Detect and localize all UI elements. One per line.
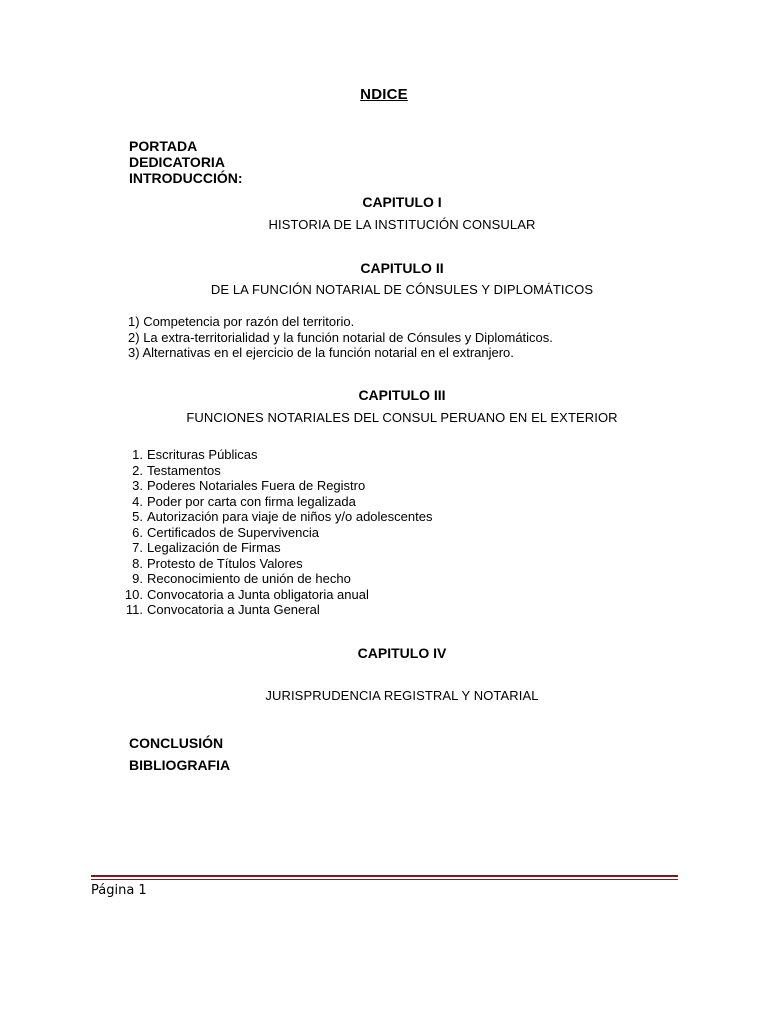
list-item [119,478,432,494]
item-text: La extra-territorialidad y la función notarial de Cónsules y Diplomáticos. [143,329,553,345]
chapter-heading: CAPITULO IV [357,645,447,661]
item-number: 1. [132,447,143,462]
back-matter-list [129,732,230,776]
list-item [119,509,432,525]
list-item [119,463,432,479]
item-text: Escrituras Públicas [147,447,258,462]
list-item [128,330,553,346]
item-number: 5. [132,509,143,524]
chapter-subtitle: FUNCIONES NOTARIALES DEL CONSUL PERUANO EN EL EXTERIOR [186,410,618,425]
list-item [119,540,432,556]
chapter-heading: CAPITULO III [358,387,446,403]
back-matter-item: CONCLUSIÓN [129,735,224,751]
item-number: 6. [132,524,143,540]
front-matter-item: DEDICATORIA [129,154,225,170]
item-number: 11. [125,602,143,617]
item-text: Certificados de Supervivencia [147,524,319,540]
list-item [119,556,432,572]
list-item [119,447,432,463]
item-number: 8. [132,555,143,571]
item-text: Poderes Notariales Fuera de Registro [147,478,366,493]
front-matter-item: PORTADA [129,138,198,154]
item-number: 10. [124,586,143,602]
item-text: Competencia por razón del territorio. [143,314,355,329]
item-number: 3) [128,345,140,360]
item-text: Convocatoria a Junta General [147,602,320,617]
item-text: Reconocimiento de unión de hecho [147,571,351,586]
chapter-subtitle: HISTORIA DE LA INSTITUCIÓN CONSULAR [268,217,536,232]
chapter-heading: CAPITULO II [360,260,444,276]
chapter-heading: CAPITULO I [362,194,442,210]
chapter-item-list [119,447,432,618]
list-item [119,494,432,510]
list-item [119,571,432,587]
list-item [128,345,553,361]
chapter-subtitle: DE LA FUNCIÓN NOTARIAL DE CÓNSULES Y DIPLOMÁTICOS [210,282,594,297]
front-matter-item: INTRODUCCIÓN: [129,170,243,186]
chapter-item-list [128,314,553,361]
item-text: Legalización de Firmas [147,540,281,555]
item-text: Testamentos [147,462,221,478]
item-number: 3. [132,478,143,493]
page-number: Página 1 [91,883,147,898]
back-matter-item: BIBLIOGRAFIA [129,757,231,773]
list-item [128,314,553,330]
item-text: Poder por carta con firma legalizada [147,493,356,509]
footer-divider [91,875,678,880]
item-text: Protesto de Títulos Valores [147,555,303,571]
item-number: 2. [132,462,143,478]
item-text: Autorización para viaje de niños y/o adolescentes [147,509,433,524]
list-item [119,525,432,541]
item-number: 1) [128,314,140,329]
item-text: Alternativas en el ejercicio de la función notarial en el extranjero. [142,345,514,360]
item-number: 4. [132,493,143,509]
item-text: Convocatoria a Junta obligatoria anual [147,586,369,602]
chapter-subtitle: JURISPRUDENCIA REGISTRAL Y NOTARIAL [265,688,539,703]
item-number: 9. [132,571,143,586]
list-item [119,587,432,603]
page-title: NDICE [360,86,408,103]
item-number: 2) [128,329,140,345]
front-matter-list [129,138,243,186]
list-item [119,602,432,618]
item-number: 7. [132,540,143,555]
